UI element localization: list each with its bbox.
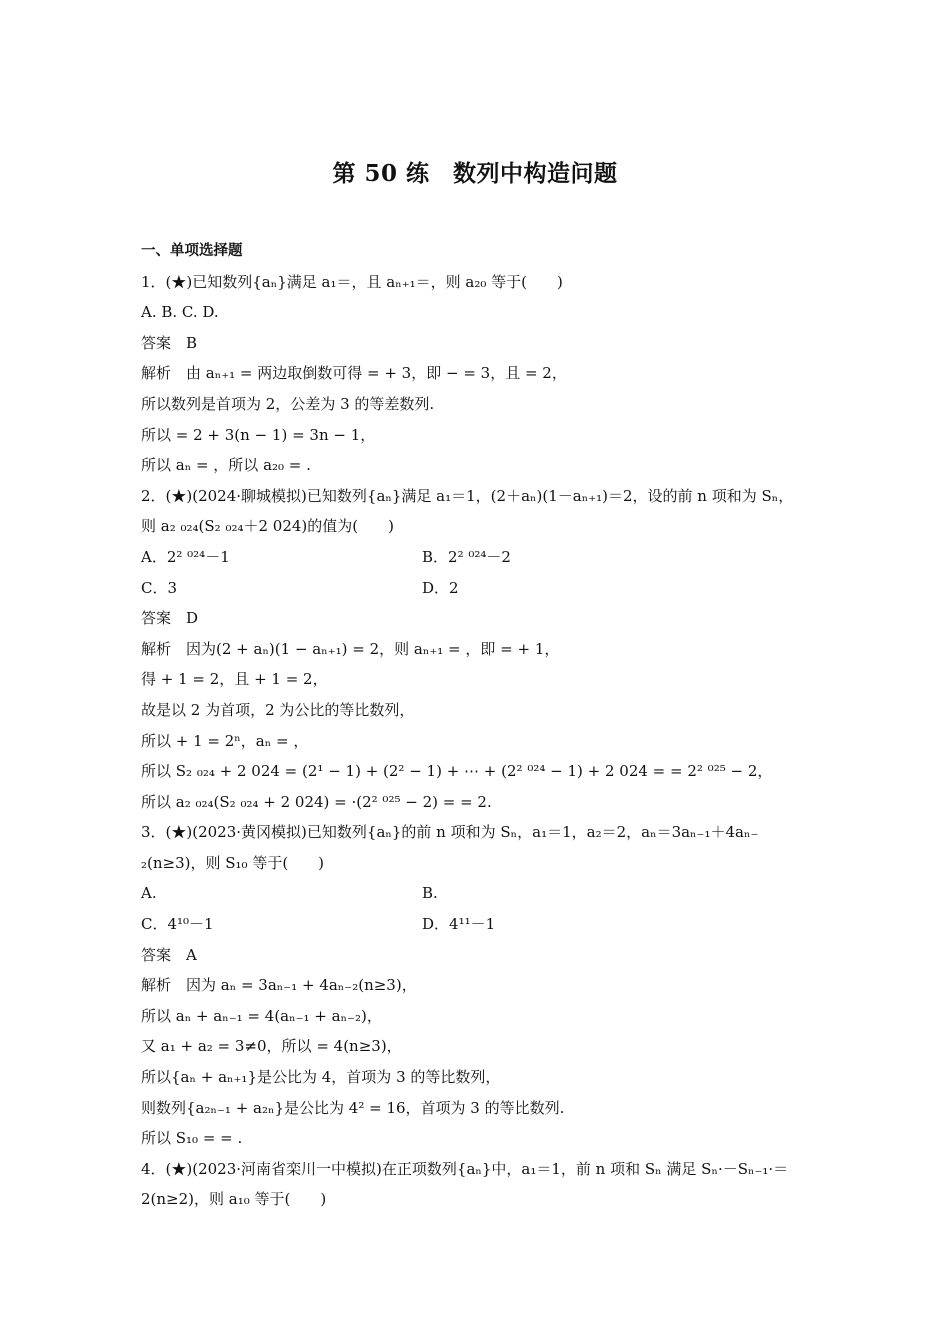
q3-analysis-4: 所以{aₙ + aₙ₊₁}是公比为 4，首项为 3 的等比数列， xyxy=(141,1068,501,1087)
q2-analysis-3: 故是以 2 为首项，2 为公比的等比数列， xyxy=(141,700,415,719)
q3-analysis-6: 所以 S₁₀ = = . xyxy=(141,1129,243,1148)
q2-analysis-4: 所以 + 1 = 2ⁿ，aₙ = ， xyxy=(141,731,309,750)
q2-stem-1: 2．(★)(2024·聊城模拟)已知数列{aₙ}满足 a₁＝1，(2＋aₙ)(1－aₙ₊₁)＝2，设的前 n 项和为 Sₙ， xyxy=(141,486,794,505)
q2-analysis-1: 解析 因为(2 + aₙ)(1 − aₙ₊₁) = 2，则 aₙ₊₁ = ，即 = + 1， xyxy=(141,639,560,658)
q2-analysis-6: 所以 a₂ ₀₂₄(S₂ ₀₂₄ + 2 024) = ·(2² ⁰²⁵ − 2) = = 2. xyxy=(141,792,492,811)
q1-analysis-4: 所以 aₙ = ，所以 a₂₀ = . xyxy=(141,456,311,475)
q2-answer: 答案 D xyxy=(141,609,199,628)
q3-analysis-5: 则数列{a₂ₙ₋₁ + a₂ₙ}是公比为 4² = 16，首项为 3 的等比数列. xyxy=(141,1098,565,1117)
q3-option-b: B. xyxy=(422,884,438,903)
q1-analysis-1: 解析 由 aₙ₊₁ = 两边取倒数可得 = + 3，即 − = 3，且 = 2， xyxy=(141,364,567,383)
q3-option-a: A. xyxy=(141,884,157,903)
q1-analysis-2: 所以数列是首项为 2，公差为 3 的等差数列. xyxy=(141,394,435,413)
q3-option-c: C．4¹⁰－1 xyxy=(141,915,214,934)
q2-options-row-1 xyxy=(141,542,821,573)
section-heading: 一、单项选择题 xyxy=(141,242,243,259)
q2-option-a: A．2² ⁰²⁴－1 xyxy=(141,547,230,566)
q1-stem: 1．(★)已知数列{aₙ}满足 a₁＝，且 aₙ₊₁＝，则 a₂₀ 等于( ) xyxy=(141,272,563,291)
q2-option-d: D．2 xyxy=(422,578,459,597)
q3-options-row-2 xyxy=(141,909,821,940)
q3-analysis-3: 又 a₁ + a₂ = 3≠0，所以 = 4(n≥3)， xyxy=(141,1037,402,1056)
q2-analysis-2: 得 + 1 = 2，且 + 1 = 2， xyxy=(141,670,328,689)
q3-stem-2: ₂(n≥3)，则 S₁₀ 等于( ) xyxy=(141,853,325,872)
q2-stem-2: 则 a₂ ₀₂₄(S₂ ₀₂₄＋2 024)的值为( ) xyxy=(141,517,394,536)
q2-options-row-2 xyxy=(141,573,821,604)
q2-option-c: C．3 xyxy=(141,578,178,597)
q3-analysis-1: 解析 因为 aₙ = 3aₙ₋₁ + 4aₙ₋₂(n≥3)， xyxy=(141,976,417,995)
page-title: 第 50 练 数列中构造问题 xyxy=(332,160,618,187)
q3-stem-1: 3．(★)(2023·黄冈模拟)已知数列{aₙ}的前 n 项和为 Sₙ，a₁＝1，a₂＝2，aₙ＝3aₙ₋₁＋4aₙ₋ xyxy=(141,823,759,842)
q4-stem-2: 2(n≥2)，则 a₁₀ 等于( ) xyxy=(141,1190,327,1209)
q3-option-d: D．4¹¹－1 xyxy=(422,915,496,934)
q2-analysis-5: 所以 S₂ ₀₂₄ + 2 024 = (2¹ − 1) + (2² − 1) + ⋯ + (2² ⁰²⁴ − 1) + 2 024 = = 2² ⁰²⁵ − 2， xyxy=(141,762,773,781)
q1-options: A. B. C. D. xyxy=(141,303,219,322)
document-body xyxy=(141,236,821,1215)
q4-stem-1: 4．(★)(2023·河南省栾川一中模拟)在正项数列{aₙ}中，a₁＝1，前 n 项和 Sₙ 满足 Sₙ·－Sₙ₋₁·＝ xyxy=(141,1159,789,1178)
q3-answer: 答案 A xyxy=(141,945,197,964)
q3-analysis-2: 所以 aₙ + aₙ₋₁ = 4(aₙ₋₁ + aₙ₋₂)， xyxy=(141,1006,382,1025)
q1-analysis-3: 所以 = 2 + 3(n − 1) = 3n − 1， xyxy=(141,425,376,444)
q3-options-row-1 xyxy=(141,878,821,909)
q1-answer: 答案 B xyxy=(141,333,198,352)
q2-option-b: B．2² ⁰²⁴－2 xyxy=(422,547,511,566)
